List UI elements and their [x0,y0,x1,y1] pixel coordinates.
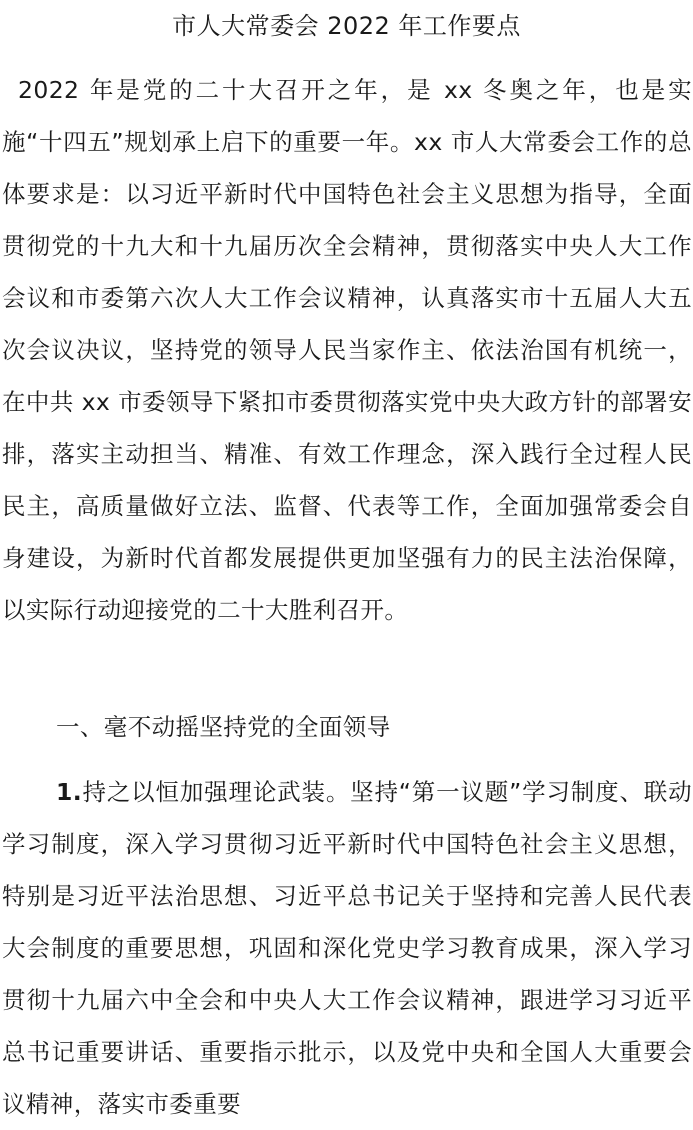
item-number: 1. [56,778,83,806]
section-heading: 一、毫不动摇坚持党的全面领导 [56,713,391,741]
document-title: 市人大常委会 2022 年工作要点 [172,12,521,40]
intro-paragraph: 2022 年是党的二十大召开之年，是 xx 冬奥之年，也是实施“十四五”规划承上启下的重要一年。xx 市人大常委会工作的总体要求是：以习近平新时代中国特色社会主义思想为指导，全面贯彻党的十九大和十九届历次全会精神，贯彻落实中央人大工作会议和市委第六次人大工作会议精神，认真落实市十五届人大五次会议决议，坚持党的领导人民当家作主、依法治国有机统一，在中共 xx 市委领导下紧扣市委贯彻落实党中央大政方针的部署安排，落实主动担当、精准、有效工作理念，深入践行全过程人民民主，高质量做好立法、监督、代表等工作，全面加强常委会自身建设，为新时代首都发展提供更加坚强有力的民主法治保障，以实际行动迎接党的二十大胜利召开。 [2,76,692,624]
item-paragraph [2,766,692,1130]
item-text: 持之以恒加强理论武装。坚持“第一议题”学习制度、联动学习制度，深入学习贯彻习近平新时代中国特色社会主义思想，特别是习近平法治思想、习近平总书记关于坚持和完善人民代表大会制度的重要思想，巩固和深化党史学习教育成果，深入学习贯彻十九届六中全会和中央人大工作会议精神，跟进学习习近平总书记重要讲话、重要指示批示，以及党中央和全国人大重要会议精神，落实市委重要 [2,778,692,1118]
